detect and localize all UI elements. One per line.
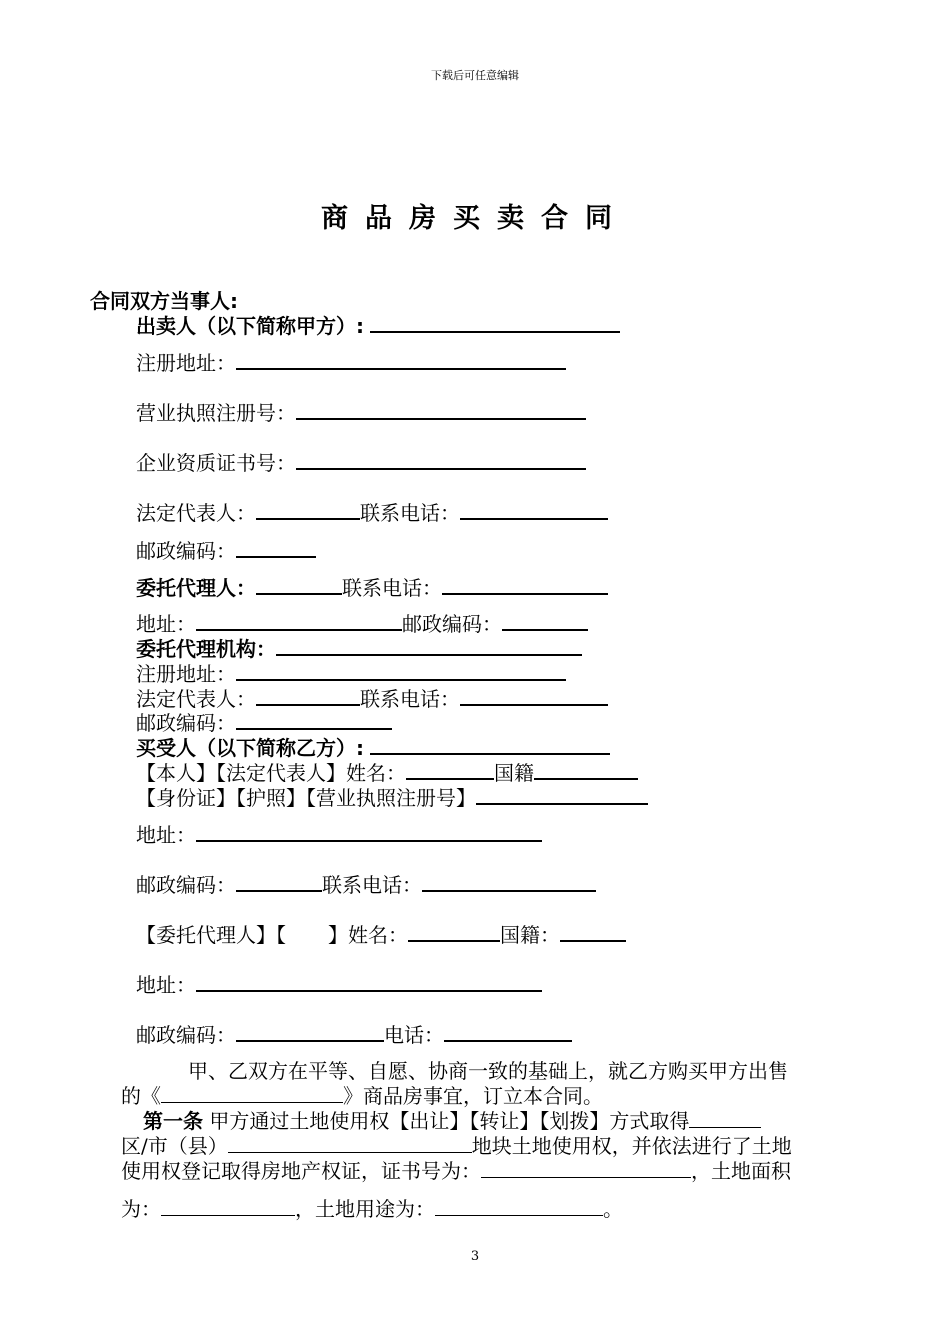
agency-legal-rep-label: 法定代表人： [136,687,256,711]
seller-agent-address-line [136,611,588,636]
seller-postcode-blank[interactable] [236,538,316,558]
document-title: 商品房买卖合同 [321,203,629,234]
buyer-agent-name-blank[interactable] [408,922,500,942]
article1-line-4 [121,1197,623,1221]
buyer-person-label: 【本人】【法定代表人】姓名： [136,761,406,785]
seller-phone-label: 联系电话： [360,501,460,525]
article1-plot-blank[interactable] [228,1134,472,1153]
article1-use-blank[interactable] [435,1197,603,1216]
buyer-agent-postcode-line [136,1022,572,1047]
buyer-address-line [136,822,542,847]
seller-license-blank[interactable] [296,400,586,420]
seller-postcode-line [136,538,316,563]
article1-text-4c: 。 [603,1197,623,1221]
buyer-address-label: 地址： [136,823,196,847]
buyer-postcode-label: 邮政编码： [136,873,236,897]
agency-blank[interactable] [276,636,582,656]
buyer-agent-line [136,922,626,947]
seller-line [136,313,620,338]
agency-postcode-label: 邮政编码： [136,711,236,735]
agency-reg-address-line [136,661,566,686]
seller-agent-label: 委托代理人： [136,576,256,600]
buyer-name-blank[interactable] [370,735,610,755]
seller-agent-blank[interactable] [256,575,342,595]
agency-phone-label: 联系电话： [360,687,460,711]
seller-reg-address-line [136,350,566,375]
seller-qualification-label: 企业资质证书号： [136,451,296,475]
seller-agent-phone-blank[interactable] [442,575,608,595]
seller-qualification-line [136,450,586,475]
seller-agent-address-blank[interactable] [196,611,402,631]
seller-agent-line [136,575,608,600]
preamble-line-2 [121,1084,603,1108]
buyer-agent-postcode-blank[interactable] [236,1022,384,1042]
preamble-title-blank[interactable] [161,1084,343,1103]
seller-agent-postcode-label: 邮政编码： [402,612,502,636]
agency-label: 委托代理机构： [136,637,276,661]
buyer-address-blank[interactable] [196,822,542,842]
article1-text-4b: ，土地用途为： [295,1197,435,1221]
preamble-open: 的《 [121,1084,161,1108]
seller-agent-phone-label: 联系电话： [342,576,442,600]
seller-license-label: 营业执照注册号： [136,401,296,425]
article1-label: 第一条 [143,1109,203,1133]
seller-legal-rep-line [136,500,608,525]
buyer-agent-nationality-label: 国籍： [500,923,560,947]
header-note: 下载后可任意编辑 [431,69,519,82]
parties-heading: 合同双方当事人: [90,289,238,313]
preamble-close: 》商品房事宜，订立本合同。 [343,1084,603,1108]
buyer-line [136,735,610,760]
article1-text-2a: 区/市（县） [121,1134,228,1158]
seller-reg-address-blank[interactable] [236,350,566,370]
buyer-nationality-blank[interactable] [534,760,638,780]
agency-legal-rep-line [136,686,608,711]
agency-postcode-blank[interactable] [236,710,392,730]
buyer-agent-phone-label: 电话： [384,1023,444,1047]
agency-postcode-line [136,710,392,735]
buyer-agent-nationality-blank[interactable] [560,922,626,942]
seller-postcode-label: 邮政编码： [136,539,236,563]
article1-text-4a: 为： [121,1197,161,1221]
agency-reg-address-blank[interactable] [236,661,566,681]
article1-area-blank[interactable] [161,1197,295,1216]
buyer-phone-label: 联系电话： [322,873,422,897]
buyer-agent-address-label: 地址： [136,973,196,997]
article1-text-3a: 使用权登记取得房地产权证，证书号为： [121,1159,481,1183]
buyer-id-label: 【身份证】【护照】【营业执照注册号】 [136,786,476,810]
buyer-id-line [136,785,648,810]
seller-agent-address-label: 地址： [136,612,196,636]
buyer-agent-label-a: 【委托代理人】【 [136,923,286,947]
buyer-postcode-blank[interactable] [236,872,322,892]
article1-text-1: 甲方通过土地使用权【出让】【转让】【划拨】方式取得 [209,1109,690,1133]
buyer-agent-label-b: 】姓名： [328,923,408,947]
buyer-agent-address-blank[interactable] [196,972,542,992]
article1-text-3b: ，土地面积 [691,1159,791,1183]
buyer-id-blank[interactable] [476,785,648,805]
seller-qualification-blank[interactable] [296,450,586,470]
buyer-person-line [136,760,638,785]
article1-line-2 [121,1134,792,1158]
agency-legal-rep-blank[interactable] [256,686,360,706]
article1-text-2b: 地块土地使用权，并依法进行了土地 [471,1134,792,1158]
seller-agent-postcode-blank[interactable] [502,611,588,631]
page-number: 3 [470,1249,480,1264]
article1-method-blank[interactable] [689,1109,761,1128]
buyer-postcode-line [136,872,596,897]
buyer-agent-phone-blank[interactable] [444,1022,572,1042]
seller-license-line [136,400,586,425]
buyer-phone-blank[interactable] [422,872,596,892]
agency-phone-blank[interactable] [460,686,608,706]
article1-certificate-blank[interactable] [481,1159,691,1178]
seller-phone-blank[interactable] [460,500,608,520]
buyer-person-name-blank[interactable] [406,760,494,780]
article1-line-1 [143,1109,761,1133]
seller-legal-rep-blank[interactable] [256,500,360,520]
seller-reg-address-label: 注册地址： [136,351,236,375]
seller-label: 出卖人（以下简称甲方）: [136,314,364,338]
buyer-agent-address-line [136,972,542,997]
article1-line-3 [121,1159,791,1183]
preamble-line-1: 甲、乙双方在平等、自愿、协商一致的基础上，就乙方购买甲方出售 [188,1059,788,1083]
seller-legal-rep-label: 法定代表人： [136,501,256,525]
agency-reg-address-label: 注册地址： [136,662,236,686]
buyer-nationality-label: 国籍 [494,761,534,785]
agency-line [136,636,582,661]
buyer-label: 买受人（以下简称乙方）: [136,736,364,760]
buyer-agent-postcode-label: 邮政编码： [136,1023,236,1047]
seller-name-blank[interactable] [370,313,620,333]
